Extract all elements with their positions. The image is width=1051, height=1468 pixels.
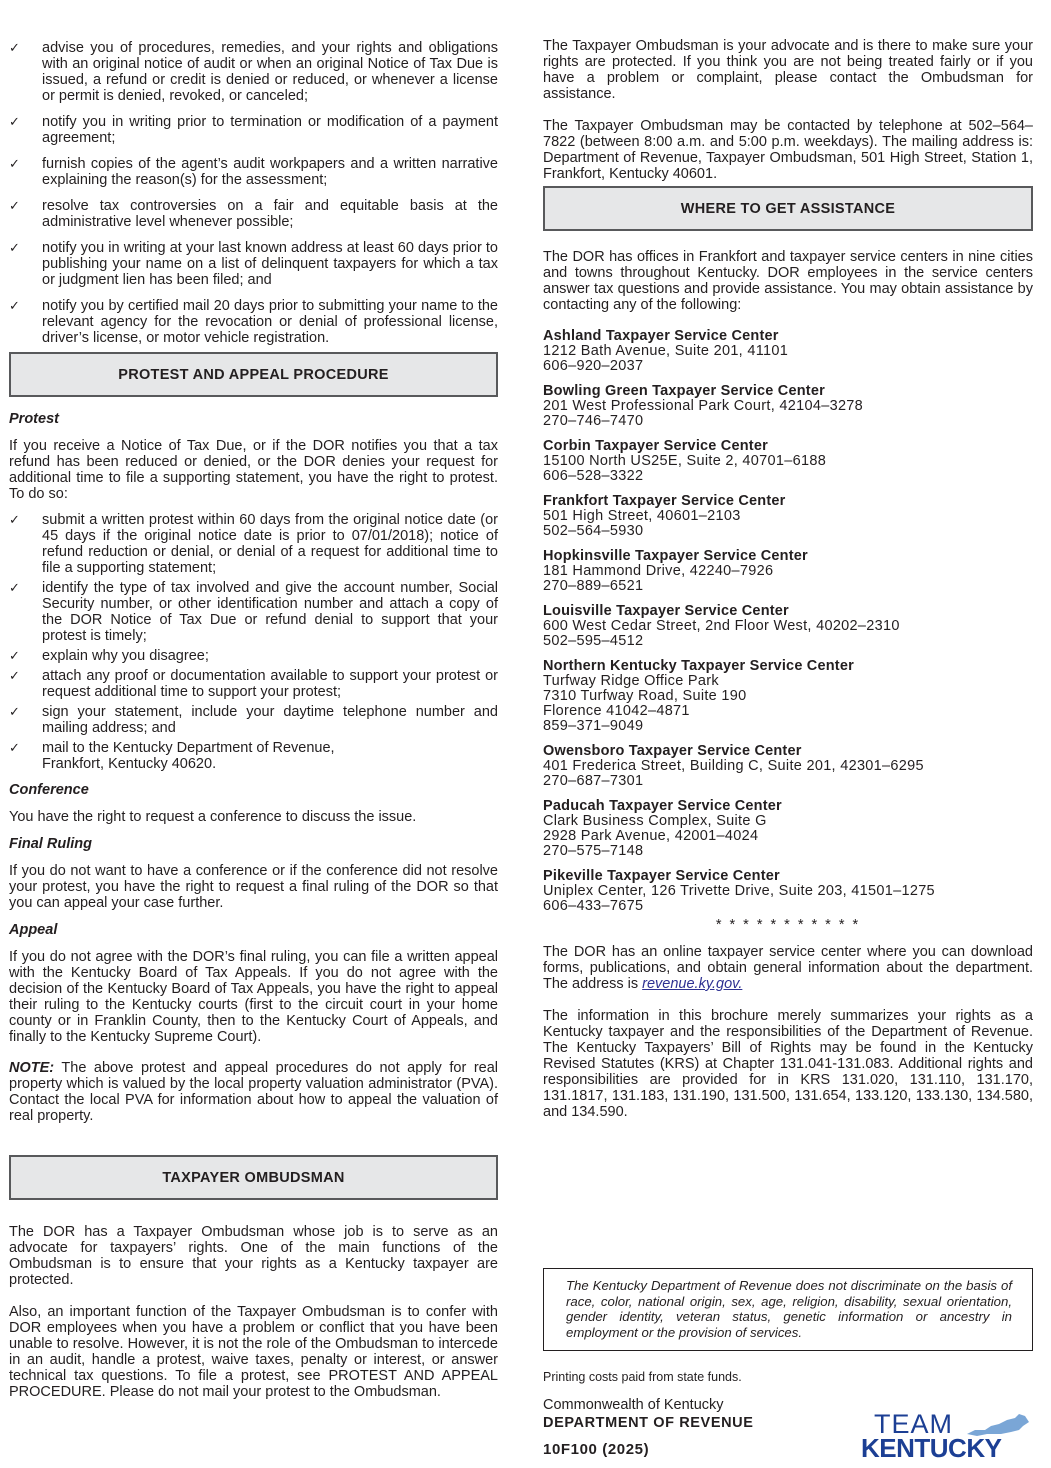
- service-center-phone: 270–746–7470: [543, 413, 644, 429]
- service-center-address-line: Florence 41042–4871: [543, 703, 690, 719]
- protest-item: [9, 740, 498, 772]
- checkmark-icon: ✓: [9, 40, 20, 55]
- ombudsman-paragraph-2: Also, an important function of the Taxpayer Ombudsman is to confer with DOR employees when you have a problem or conflict that you have been unable to resolve. However, it is not the role of the Ombudsman to intercede in an audit, handle a protest, waive taxes, penalty or interest, or answer technical tax questions. To file a protest, see PROTEST AND APPEAL PROCEDURE. Please do not mail your protest to the Ombudsman.: [9, 1304, 498, 1400]
- checkmark-icon: ✓: [9, 240, 20, 255]
- protest-item: [9, 580, 498, 644]
- protest-item-text: submit a written protest within 60 days from the original notice date (or 45 days if the original notice date is prior to 07/01/2018); notice of refund reduction or denial, or denial of a request for additional time to file a supporting statement;: [42, 512, 498, 576]
- assistance-intro: The DOR has offices in Frankfort and taxpayer service centers in nine cities and towns throughout Kentucky. DOR employees in the service centers answer tax questions and provide assistance. You may obtain assistance by contacting any of the following:: [543, 249, 1033, 313]
- protest-item: [9, 648, 498, 664]
- checkmark-icon: ✓: [9, 740, 20, 755]
- appeal-subhead: Appeal: [9, 922, 58, 938]
- protest-subhead: Protest: [9, 411, 59, 427]
- nondiscrimination-disclaimer: The Kentucky Department of Revenue does not discriminate on the basis of race, color, national origin, sex, age, religion, disability, sexual orientation, gender identity, veteran status, genetic information or ancestry in employment or the provision of services.: [543, 1268, 1033, 1351]
- service-center-entry: [543, 329, 1033, 374]
- checkmark-icon: ✓: [9, 512, 20, 527]
- rights-item: [9, 40, 498, 104]
- rights-item: [9, 156, 498, 188]
- service-center-phone: 606–433–7675: [543, 898, 644, 914]
- rights-item-text: furnish copies of the agent’s audit workpapers and a written narrative explaining the reason(s) for the assessment;: [42, 156, 498, 188]
- service-center-phone: 270–687–7301: [543, 773, 644, 789]
- department-label: DEPARTMENT OF REVENUE: [543, 1415, 754, 1431]
- protest-item-text: sign your statement, include your daytime telephone number and mailing address; and: [42, 704, 498, 736]
- logo-kentucky-text: KENTUCKY: [861, 1433, 1002, 1463]
- note-paragraph: [9, 1060, 498, 1124]
- service-center-name: Frankfort Taxpayer Service Center: [543, 493, 786, 509]
- checkmark-icon: ✓: [9, 114, 20, 129]
- protest-item-text: explain why you disagree;: [42, 648, 209, 664]
- service-center-phone: 606–920–2037: [543, 358, 644, 374]
- service-center-name: Ashland Taxpayer Service Center: [543, 328, 779, 344]
- note-label: NOTE:: [9, 1060, 55, 1076]
- final-ruling-text: If you do not want to have a conference or if the conference did not resolve your protest, you have the right to request a final ruling of the DOR so that you can appeal your case further.: [9, 863, 498, 911]
- summary-paragraph: The information in this brochure merely summarizes your rights as a Kentucky taxpayer and the responsibilities of the Department of Revenue. The Kentucky Taxpayers’ Bill of Rights may be found in the Kentucky Revised Statutes (KRS) at Chapter 131.041-131.083. Additional rights and responsibilities are provided for in KRS 131.020, 131.110, 131.170, 131.1817, 131.183, 131.190, 131.500, 131.654, 133.120, 133.130, 134.580, and 134.590.: [543, 1008, 1033, 1120]
- conference-subhead: Conference: [9, 782, 89, 798]
- service-center-phone: 502–564–5930: [543, 523, 644, 539]
- service-center-name: Paducah Taxpayer Service Center: [543, 798, 782, 814]
- service-center-entry: [543, 744, 1033, 789]
- form-number: 10F100 (2025): [543, 1441, 650, 1458]
- protest-checklist: [9, 512, 498, 772]
- service-center-address-line: 181 Hammond Drive, 42240–7926: [543, 563, 774, 579]
- appeal-text: If you do not agree with the DOR’s final ruling, you can file a written appeal with the Kentucky Board of Tax Appeals. If you do not agree with the decision of the Kentucky Board of Tax Appeals, you have the right to appeal their ruling to the Kentucky courts (first to the circuit court in your home county or in Franklin County, then to the Kentucky Court of Appeals, and finally to the Kentucky Supreme Court).: [9, 949, 498, 1045]
- service-center-entry: [543, 439, 1033, 484]
- service-center-entry: [543, 604, 1033, 649]
- online-paragraph: The DOR has an online taxpayer service center where you can download forms, publications, and obtain general information about the department. The address is revenue.ky.gov.: [543, 944, 1033, 992]
- service-center-entry: [543, 494, 1033, 539]
- rights-item-text: resolve tax controversies on a fair and equitable basis at the administrative level whenever possible;: [42, 198, 498, 230]
- ombudsman-heading: TAXPAYER OMBUDSMAN: [9, 1155, 498, 1200]
- service-center-address-line: 2928 Park Avenue, 42001–4024: [543, 828, 759, 844]
- service-center-phone: 270–575–7148: [543, 843, 644, 859]
- protest-item: [9, 512, 498, 576]
- service-center-phone: 502–595–4512: [543, 633, 644, 649]
- protest-appeal-heading: PROTEST AND APPEAL PROCEDURE: [9, 352, 498, 397]
- service-center-phone: 859–371–9049: [543, 718, 644, 734]
- service-center-address-line: 1212 Bath Avenue, Suite 201, 41101: [543, 343, 789, 359]
- service-center-address-line: 15100 North US25E, Suite 2, 40701–6188: [543, 453, 827, 469]
- assistance-heading: WHERE TO GET ASSISTANCE: [543, 186, 1033, 231]
- checkmark-icon: ✓: [9, 668, 20, 683]
- rights-checklist: [9, 40, 498, 346]
- rights-item: [9, 240, 498, 288]
- revenue-website-link[interactable]: revenue.ky.gov.: [642, 976, 743, 992]
- service-center-list: [543, 329, 1033, 914]
- service-center-entry: [543, 384, 1033, 429]
- logo-team-text: TEAM: [874, 1409, 954, 1439]
- service-center-phone: 606–528–3322: [543, 468, 644, 484]
- rights-item-text: notify you in writing prior to termination or modification of a payment agreement;: [42, 114, 498, 146]
- separator-asterisks: * * * * * * * * * * *: [715, 917, 861, 933]
- service-center-phone: 270–889–6521: [543, 578, 644, 594]
- checkmark-icon: ✓: [9, 156, 20, 171]
- service-center-entry: [543, 549, 1033, 594]
- service-center-name: Bowling Green Taxpayer Service Center: [543, 383, 825, 399]
- service-center-entry: [543, 799, 1033, 859]
- service-center-address-line: 600 West Cedar Street, 2nd Floor West, 40202–2310: [543, 618, 900, 634]
- rights-item: [9, 114, 498, 146]
- commonwealth-label: Commonwealth of Kentucky: [543, 1397, 724, 1413]
- service-center-address-line: Clark Business Complex, Suite G: [543, 813, 767, 829]
- right-column: [543, 38, 1033, 1120]
- note-text: The above protest and appeal procedures do not apply for real property which is valued by the local property valuation administrator (PVA). Contact the local PVA for information about how to appeal the valuation of real property.: [9, 1060, 498, 1124]
- service-center-address-line: Uniplex Center, 126 Trivette Drive, Suite 203, 41501–1275: [543, 883, 935, 899]
- protest-item: [9, 668, 498, 700]
- rights-item: [9, 198, 498, 230]
- advocate-paragraph-2: The Taxpayer Ombudsman may be contacted by telephone at 502–564–7822 (between 8:00 a.m. and 5:00 p.m. weekdays). The mailing address is: Department of Revenue, Taxpayer Ombudsman, 501 High Street, Station 1, Frankfort, Kentucky 40601.: [543, 118, 1033, 182]
- service-center-name: Pikeville Taxpayer Service Center: [543, 868, 780, 884]
- protest-intro: If you receive a Notice of Tax Due, or if the DOR notifies you that a tax refund has been reduced or denied, or the DOR denies your request for additional time to file a supporting statement, you have the right to protest. To do so:: [9, 438, 498, 502]
- protest-item: [9, 704, 498, 736]
- service-center-address-line: 201 West Professional Park Court, 42104–3278: [543, 398, 864, 414]
- service-center-address-line: 7310 Turfway Road, Suite 190: [543, 688, 747, 704]
- left-column: [9, 38, 498, 1400]
- service-center-name: Hopkinsville Taxpayer Service Center: [543, 548, 808, 564]
- service-center-name: Corbin Taxpayer Service Center: [543, 438, 768, 454]
- protest-item-text: mail to the Kentucky Department of Revenue, Frankfort, Kentucky 40620.: [42, 740, 335, 772]
- checkmark-icon: ✓: [9, 198, 20, 213]
- service-center-address-line: 401 Frederica Street, Building C, Suite 201, 42301–6295: [543, 758, 924, 774]
- printing-costs-note: Printing costs paid from state funds.: [543, 1370, 742, 1384]
- service-center-entry: [543, 659, 1033, 734]
- service-center-address-line: Turfway Ridge Office Park: [543, 673, 719, 689]
- conference-text: You have the right to request a conference to discuss the issue.: [9, 809, 417, 825]
- ombudsman-paragraph-1: The DOR has a Taxpayer Ombudsman whose job is to serve as an advocate for taxpayers’ rights. One of the main functions of the Ombudsman is to ensure that your rights as a Kentucky taxpayer are protected.: [9, 1224, 498, 1288]
- advocate-paragraph-1: The Taxpayer Ombudsman is your advocate and is there to make sure your rights are protected. If you think you are not being treated fairly or if you have a problem or complaint, please contact the Ombudsman for assistance.: [543, 38, 1033, 102]
- team-kentucky-logo: [861, 1410, 1036, 1462]
- service-center-entry: [543, 869, 1033, 914]
- rights-item-text: notify you by certified mail 20 days prior to submitting your name to the relevant agency for the revocation or denial of professional license, driver’s license, or motor vehicle registration.: [42, 298, 498, 346]
- service-center-address-line: 501 High Street, 40601–2103: [543, 508, 741, 524]
- final-ruling-subhead: Final Ruling: [9, 836, 92, 852]
- checkmark-icon: ✓: [9, 580, 20, 595]
- protest-item-text: identify the type of tax involved and give the account number, Social Security number, or other identification number and attach a copy of the DOR Notice of Tax Due or refund denial to support that your protest is timely;: [42, 580, 498, 644]
- rights-item-text: advise you of procedures, remedies, and your rights and obligations with an original notice of audit or when an original Notice of Tax Due is issued, a refund or credit is denied or reduced, or whenever a license or permit is denied, revoked, or canceled;: [42, 40, 498, 104]
- rights-item: [9, 298, 498, 346]
- service-center-name: Owensboro Taxpayer Service Center: [543, 743, 802, 759]
- service-center-name: Northern Kentucky Taxpayer Service Center: [543, 658, 854, 674]
- checkmark-icon: ✓: [9, 648, 20, 663]
- rights-item-text: notify you in writing at your last known address at least 60 days prior to publishing your name on a list of delinquent taxpayers for which a tax or judgment lien has been filed; and: [42, 240, 498, 288]
- service-center-name: Louisville Taxpayer Service Center: [543, 603, 789, 619]
- checkmark-icon: ✓: [9, 298, 20, 313]
- checkmark-icon: ✓: [9, 704, 20, 719]
- protest-item-text: attach any proof or documentation available to support your protest or request additional time to support your protest;: [42, 668, 498, 700]
